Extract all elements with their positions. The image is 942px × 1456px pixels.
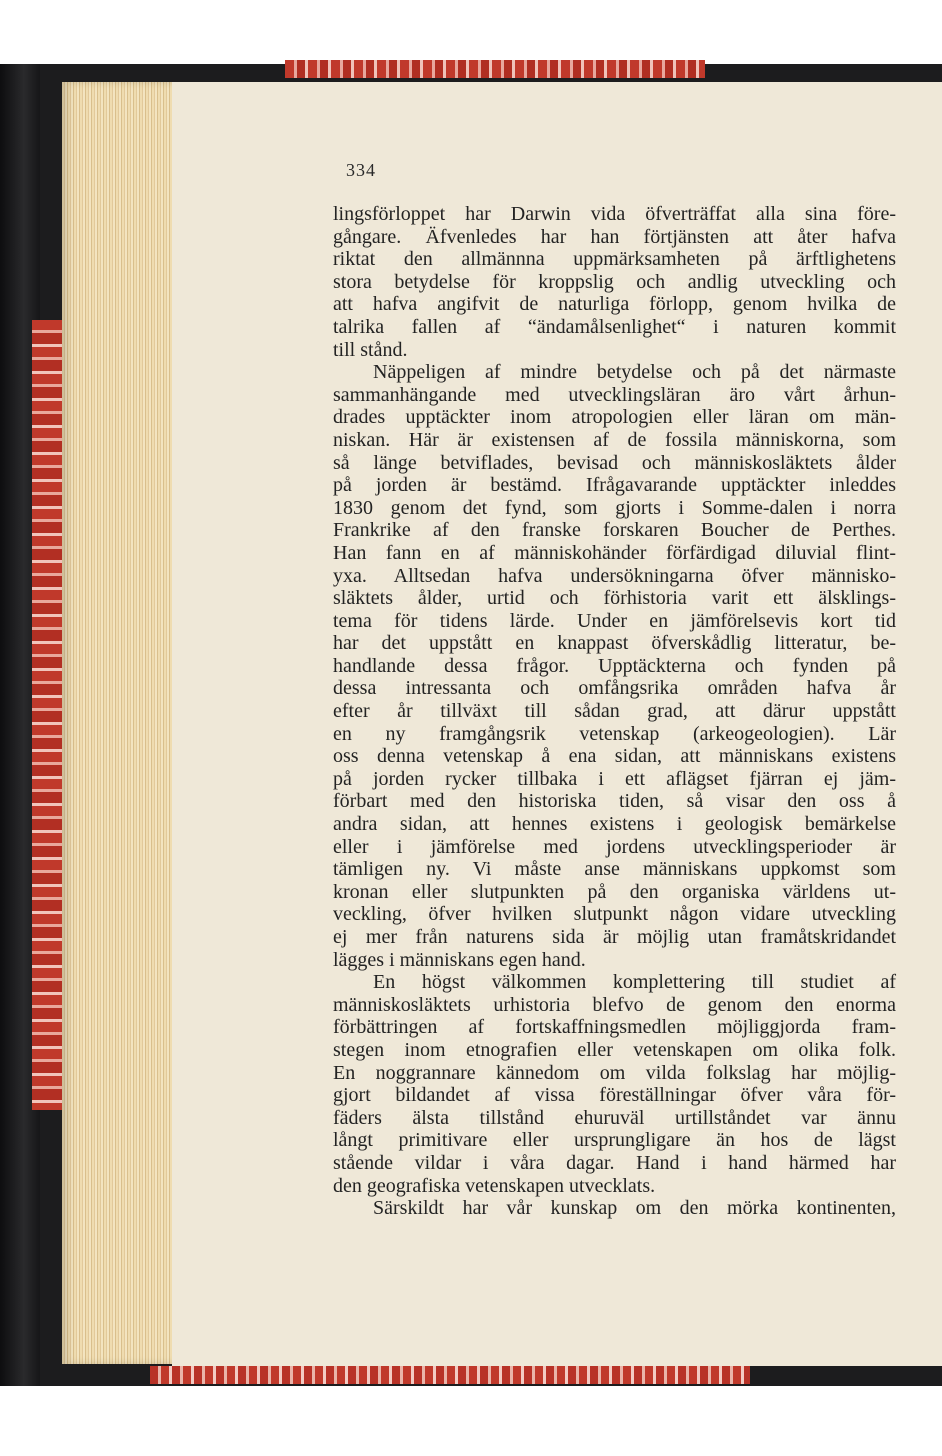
text-line: Frankrike af den franske forskaren Boucher de Perthes. bbox=[333, 519, 896, 542]
text-line: stora betydelse för kroppslig och andlig utveckling och bbox=[333, 270, 896, 293]
text-line: eller i jämförelse med jordens utvecklingsperioder är bbox=[333, 835, 896, 858]
paragraph-start-line: En högst välkommen komplettering till studiet af bbox=[373, 971, 896, 994]
text-line: ej mer från naturens sida är möjlig utan framåtskridandet bbox=[333, 926, 896, 948]
text-line: att hafva angifvit de naturliga förlopp, genom hvilka de bbox=[333, 293, 896, 316]
text-line: En noggrannare kännedom om vilda folkslag har möjlig- bbox=[333, 1061, 896, 1084]
text-line: har det uppstått en knappast öfverskådlig litteratur, be- bbox=[333, 632, 896, 655]
text-line: släktets ålder, urtid och förhistoria varit ett älsklings- bbox=[333, 587, 896, 610]
text-line: den geografiska vetenskapen utvecklats. bbox=[333, 1174, 656, 1197]
text-line: kronan eller slutpunkten på den organiska världens ut- bbox=[333, 880, 896, 903]
text-line: efter år tillväxt till sådan grad, att därur uppstått bbox=[333, 700, 896, 723]
text-line: människosläktets urhistoria blefvo de genom den enorma bbox=[333, 993, 896, 1016]
text-line: Han fann en af människohänder förfärdigad diluvial flint- bbox=[333, 541, 896, 564]
text-line: till stånd. bbox=[333, 338, 408, 361]
text-line: lägges i människans egen hand. bbox=[333, 948, 586, 971]
text-line: så länge betviflades, bevisad och människosläktets ålder bbox=[333, 451, 896, 474]
text-line: riktat den allmännna uppmärksamheten på ärftlighetens bbox=[333, 248, 896, 271]
text-line: andra sidan, att hennes existens i geologisk bemärkelse bbox=[333, 813, 896, 836]
page-stack-edges bbox=[62, 82, 174, 1364]
text-line: förbart med den historiska tiden, så visar den oss å bbox=[333, 790, 896, 813]
text-line: handlande dessa frågor. Upptäckterna och fynden på bbox=[333, 654, 896, 677]
text-line: fäders älsta tillstånd ehuruväl urtillståndet var ännu bbox=[333, 1106, 896, 1129]
text-line: 1830 genom det fynd, som gjorts i Somme-dalen i norra bbox=[333, 496, 896, 519]
text-line: gångare. Äfvenledes har han förtjänsten att åter hafva bbox=[333, 225, 896, 248]
text-line: på jorden rycker tillbaka i ett aflägset fjärran ej jäm- bbox=[333, 767, 896, 790]
text-line: oss denna vetenskap å ena sidan, att människans existens bbox=[333, 745, 896, 768]
text-line: drades upptäckter inom atropologien eller läran om män- bbox=[333, 406, 896, 429]
text-line: på jorden är bestämd. Ifrågavarande upptäckter inleddes bbox=[333, 474, 896, 497]
text-line: veckling, öfver hvilken slutpunkt någon vidare utveckling bbox=[333, 903, 896, 926]
page-body-text bbox=[333, 203, 896, 1220]
headband-bottom bbox=[150, 1366, 750, 1384]
page-number: 334 bbox=[346, 160, 376, 180]
text-line: lingsförloppet har Darwin vida öfverträffat alla sina före- bbox=[333, 203, 896, 225]
text-line: en ny framgångsrik vetenskap (arkeogeologien). Lär bbox=[333, 722, 896, 745]
paragraph-start-line: Särskildt har vår kunskap om den mörka kontinenten, bbox=[373, 1197, 896, 1220]
text-line: långt primitivare eller ursprungligare än hos de lägst bbox=[333, 1129, 896, 1152]
text-line: stående vildar i våra dagar. Hand i hand härmed har bbox=[333, 1151, 896, 1174]
text-line: tema för tidens lärde. Under en jämförelsevis kort tid bbox=[333, 609, 896, 632]
paragraph-start-line: Näppeligen af mindre betydelse och på det närmaste bbox=[373, 361, 896, 384]
text-line: talrika fallen af “ändamålsenlighet“ i naturen kommit bbox=[333, 315, 896, 338]
text-line: yxa. Alltsedan hafva undersökningarna öfver människo- bbox=[333, 564, 896, 587]
text-line: tämligen ny. Vi måste anse människans uppkomst som bbox=[333, 858, 896, 881]
text-line: niskan. Här är existensen af de fossila människorna, som bbox=[333, 428, 896, 451]
text-line: stegen inom etnografien eller vetenskapen om olika folk. bbox=[333, 1038, 896, 1061]
text-line: förbättringen af fortskaffningsmedlen möjliggjorda fram- bbox=[333, 1016, 896, 1039]
headband-top bbox=[285, 60, 705, 78]
text-line: dessa intressanta och omfångsrika områden hafva år bbox=[333, 677, 896, 700]
text-line: gjort bildandet af vissa föreställningar öfver våra för- bbox=[333, 1084, 896, 1107]
text-line: sammanhängande med utvecklingsläran äro vårt århun- bbox=[333, 383, 896, 406]
